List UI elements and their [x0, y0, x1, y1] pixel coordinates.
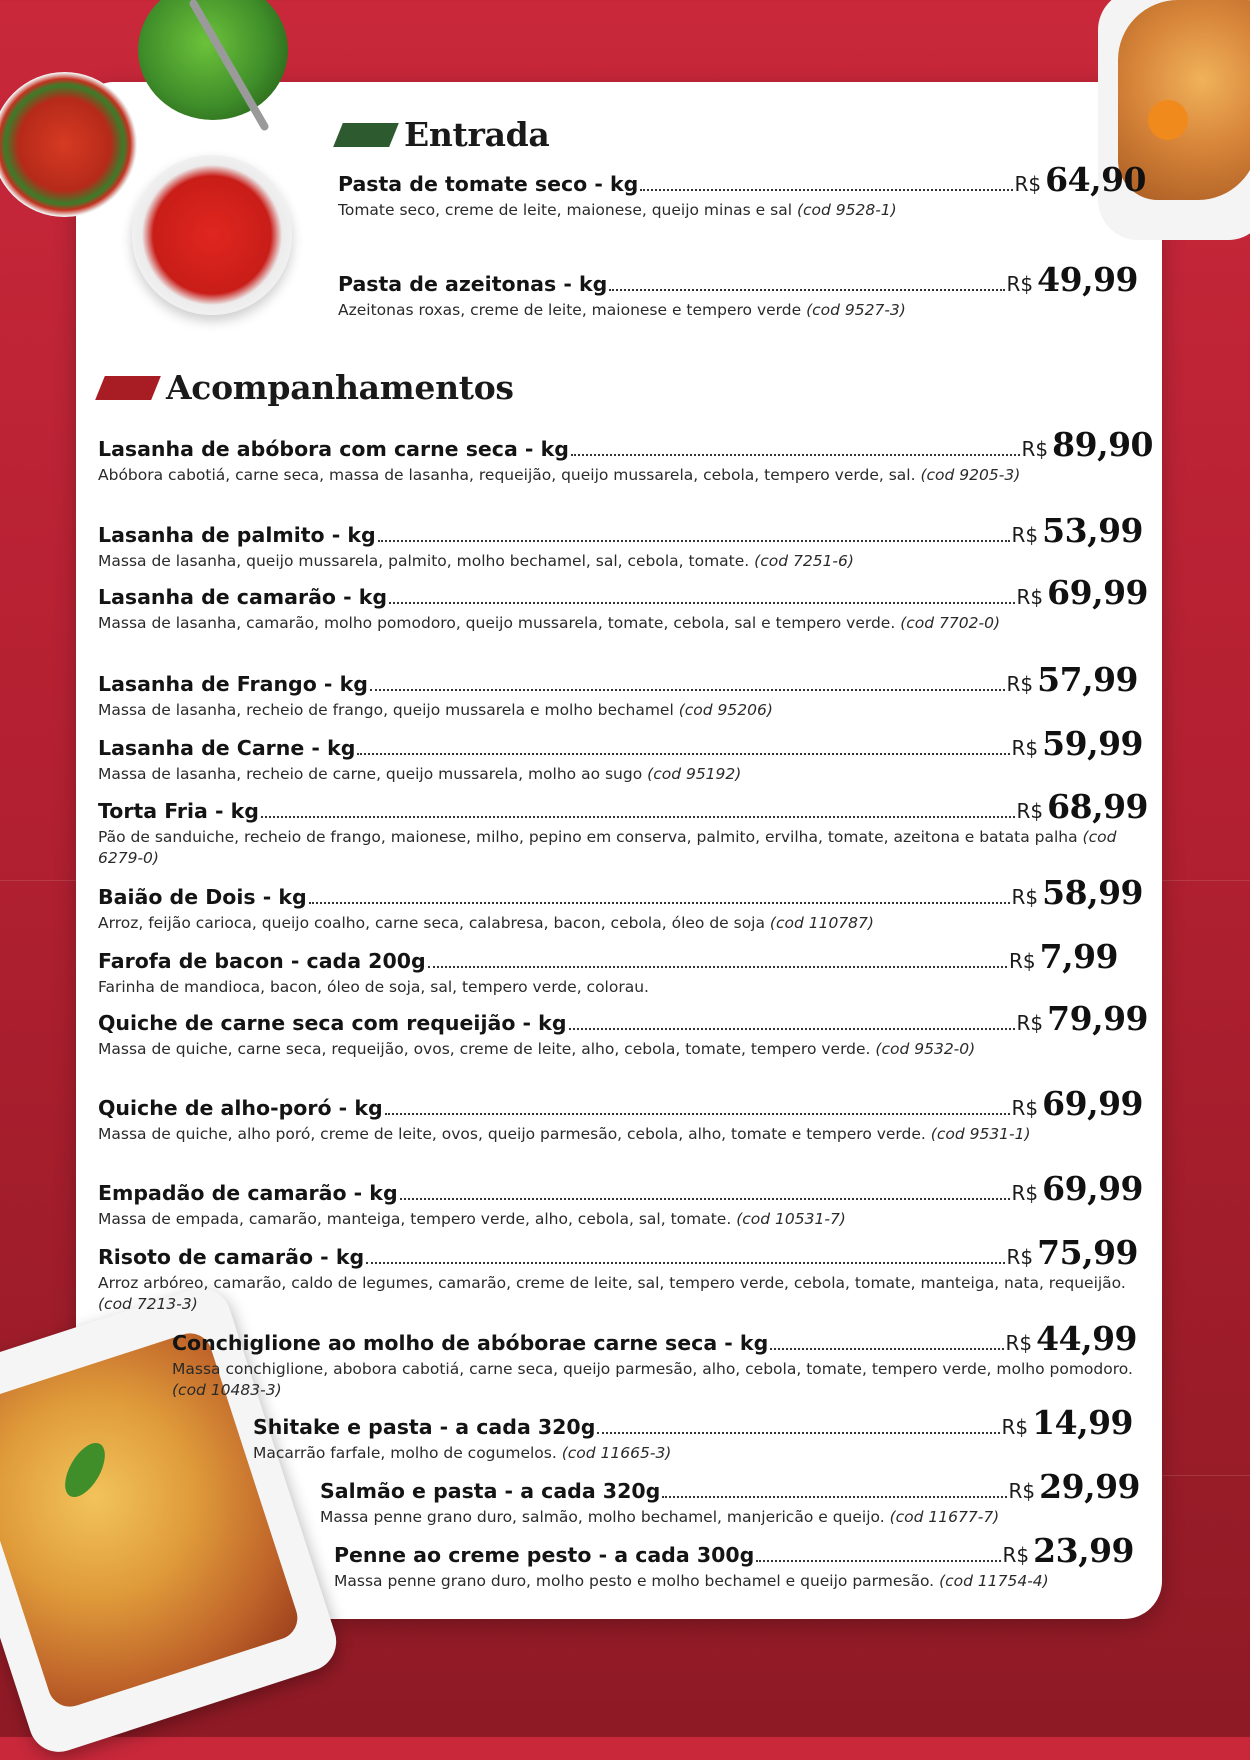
- menu-item-code: (cod 7702-0): [900, 614, 1000, 632]
- leader-dots: [366, 1262, 1004, 1264]
- menu-item-row: [172, 1319, 1137, 1358]
- menu-item-description: [98, 827, 1148, 869]
- leader-dots: [597, 1432, 999, 1434]
- menu-item: [338, 260, 1138, 321]
- menu-item-currency: R$: [1005, 1331, 1033, 1355]
- menu-item-code: (cod 9532-0): [875, 1040, 976, 1058]
- menu-item-code: (cod 6279-0): [98, 828, 1117, 867]
- menu-item: [338, 160, 1146, 221]
- menu-item-ingredients: Massa de lasanha, recheio de carne, queijo mussarela, molho ao sugo: [98, 765, 643, 783]
- menu-item-price: 23,99: [1033, 1531, 1134, 1570]
- menu-item-description: [98, 1039, 1148, 1060]
- menu-item-currency: R$: [1006, 272, 1034, 296]
- menu-item: [98, 787, 1148, 869]
- menu-item: [98, 873, 1143, 934]
- leader-dots: [385, 1113, 1010, 1115]
- menu-item-name: Empadão de camarão - kg: [98, 1181, 398, 1205]
- menu-item-ingredients: Massa de quiche, alho poró, creme de leite, ovos, queijo parmesão, cebola, alho, tomate e tempero verde.: [98, 1125, 926, 1143]
- section-flag-icon: [333, 123, 399, 147]
- menu-item: [334, 1531, 1134, 1592]
- menu-item-price: 57,99: [1037, 660, 1138, 699]
- menu-item-ingredients: Tomate seco, creme de leite, maionese, queijo minas e sal: [338, 201, 793, 219]
- menu-item-row: [98, 724, 1143, 763]
- leader-dots: [261, 816, 1015, 818]
- menu-item: [98, 425, 1153, 486]
- menu-item-ingredients: Arroz arbóreo, camarão, caldo de legumes, camarão, creme de leite, sal, tempero verde, cebola, tomate, manteiga, nata, requeijão.: [98, 1274, 1126, 1292]
- menu-item-price: 53,99: [1042, 511, 1143, 550]
- menu-item-price: 69,99: [1042, 1084, 1143, 1123]
- section-title-text: Acompanhamentos: [166, 368, 514, 407]
- menu-item: [98, 999, 1148, 1060]
- menu-item-name: Quiche de carne seca com requeijão - kg: [98, 1011, 567, 1035]
- menu-item-price: 58,99: [1042, 873, 1143, 912]
- leader-dots: [400, 1198, 1010, 1200]
- menu-item-code: (cod 95206): [678, 701, 773, 719]
- menu-item-ingredients: Abóbora cabotiá, carne seca, massa de lasanha, requeijão, queijo mussarela, cebola, tempero verde, sal.: [98, 466, 916, 484]
- menu-item-row: [98, 1233, 1138, 1272]
- menu-item-code: (cod 9531-1): [930, 1125, 1031, 1143]
- menu-item-description: [98, 551, 1143, 572]
- menu-item-name: Shitake e pasta - a cada 320g: [253, 1415, 596, 1439]
- menu-item: [98, 573, 1148, 634]
- menu-item-row: [253, 1403, 1133, 1442]
- menu-item: [172, 1319, 1137, 1401]
- menu-item-row: [334, 1531, 1134, 1570]
- menu-item-price: 44,99: [1036, 1319, 1137, 1358]
- menu-item-price: 79,99: [1047, 999, 1148, 1038]
- menu-item-code: (cod 9527-3): [806, 301, 906, 319]
- menu-item-description: [98, 913, 1143, 934]
- menu-item-description: [338, 200, 1146, 221]
- menu-item-ingredients: Macarrão farfale, molho de cogumelos.: [253, 1444, 557, 1462]
- menu-item-currency: R$: [1014, 172, 1042, 196]
- menu-item-price: 69,99: [1047, 573, 1148, 612]
- menu-item-name: Quiche de alho-poró - kg: [98, 1096, 383, 1120]
- menu-item-code: (cod 7213-3): [98, 1295, 198, 1313]
- menu-item-price: 89,90: [1052, 425, 1153, 464]
- menu-item-name: Conchiglione ao molho de abóborae carne seca - kg: [172, 1331, 769, 1355]
- menu-item-description: [98, 1273, 1138, 1315]
- menu-item-code: (cod 11665-3): [561, 1444, 672, 1462]
- menu-item-ingredients: Massa penne grano duro, salmão, molho bechamel, manjericão e queijo.: [320, 1508, 885, 1526]
- menu-item-row: [98, 787, 1148, 826]
- menu-item-price: 49,99: [1037, 260, 1138, 299]
- menu-item-currency: R$: [1016, 1011, 1044, 1035]
- menu-item-code: (cod 11677-7): [889, 1508, 1000, 1526]
- leader-dots: [609, 289, 1004, 291]
- menu-item-description: [338, 300, 1138, 321]
- menu-item-ingredients: Pão de sanduiche, recheio de frango, maionese, milho, pepino em conserva, palmito, ervilha, tomate, azeitona e batata palha: [98, 828, 1078, 846]
- menu-item-description: [98, 465, 1153, 486]
- menu-item: [98, 660, 1138, 721]
- menu-item-name: Lasanha de abóbora com carne seca - kg: [98, 437, 569, 461]
- menu-item-price: 29,99: [1039, 1467, 1140, 1506]
- section-title-acompanhamentos: [100, 368, 514, 407]
- menu-item-currency: R$: [1006, 1245, 1034, 1269]
- leader-dots: [770, 1348, 1003, 1350]
- leader-dots: [571, 454, 1020, 456]
- menu-item-description: [98, 764, 1143, 785]
- menu-item-ingredients: Massa penne grano duro, molho pesto e molho bechamel e queijo parmesão.: [334, 1572, 935, 1590]
- menu-item-currency: R$: [1008, 1479, 1036, 1503]
- menu-item-currency: R$: [1001, 1415, 1029, 1439]
- leader-dots: [378, 540, 1010, 542]
- menu-item-row: [98, 573, 1148, 612]
- leader-dots: [357, 753, 1009, 755]
- menu-item-price: 59,99: [1042, 724, 1143, 763]
- menu-item: [98, 1084, 1143, 1145]
- menu-item-name: Risoto de camarão - kg: [98, 1245, 365, 1269]
- menu-item-price: 75,99: [1037, 1233, 1138, 1272]
- menu-item-currency: R$: [1011, 1096, 1039, 1120]
- menu-item-currency: R$: [1011, 885, 1039, 909]
- menu-item-name: Lasanha de Frango - kg: [98, 672, 368, 696]
- menu-item-name: Pasta de tomate seco - kg: [338, 172, 639, 196]
- menu-item-code: (cod 11754-4): [939, 1572, 1049, 1590]
- menu-item: [98, 937, 1118, 998]
- leader-dots: [756, 1560, 1000, 1562]
- menu-item-name: Penne ao creme pesto - a cada 300g: [334, 1543, 755, 1567]
- menu-item-description: [253, 1443, 1133, 1464]
- menu-item-currency: R$: [1016, 585, 1044, 609]
- menu-item-name: Baião de Dois - kg: [98, 885, 307, 909]
- leader-dots: [389, 602, 1014, 604]
- menu-item-row: [98, 660, 1138, 699]
- section-title-entrada: [338, 115, 550, 154]
- menu-item-currency: R$: [1009, 949, 1036, 973]
- menu-item-name: Farofa de bacon - cada 200g: [98, 949, 426, 973]
- menu-item-currency: R$: [1002, 1543, 1030, 1567]
- menu-item-row: [98, 1169, 1143, 1208]
- menu-item-currency: R$: [1021, 437, 1049, 461]
- menu-item-code: (cod 7251-6): [754, 552, 854, 570]
- menu-item-ingredients: Arroz, feijão carioca, queijo coalho, carne seca, calabresa, bacon, cebola, óleo de soja: [98, 914, 765, 932]
- menu-item-row: [320, 1467, 1140, 1506]
- menu-item-code: (cod 9205-3): [920, 466, 1021, 484]
- menu-item-price: 14,99: [1032, 1403, 1133, 1442]
- menu-item: [98, 724, 1143, 785]
- menu-item-description: [98, 1124, 1143, 1145]
- menu-item-name: Salmão e pasta - a cada 320g: [320, 1479, 661, 1503]
- menu-item-row: [338, 260, 1138, 299]
- menu-item-code: (cod 10483-3): [172, 1381, 282, 1399]
- menu-item-description: [334, 1571, 1134, 1592]
- menu-item: [98, 511, 1143, 572]
- menu-item-row: [98, 511, 1143, 550]
- section-flag-icon: [95, 376, 161, 400]
- leader-dots: [370, 689, 1005, 691]
- leader-dots: [309, 902, 1010, 904]
- menu-item-currency: R$: [1011, 736, 1039, 760]
- menu-item-name: Torta Fria - kg: [98, 799, 259, 823]
- menu-item-ingredients: Massa de empada, camarão, manteiga, tempero verde, alho, cebola, sal, tomate.: [98, 1210, 732, 1228]
- menu-item-description: [320, 1507, 1140, 1528]
- menu-item-ingredients: Massa de quiche, carne seca, requeijão, ovos, creme de leite, alho, cebola, tomate, tempero verde.: [98, 1040, 871, 1058]
- leader-dots: [662, 1496, 1006, 1498]
- section-title-text: Entrada: [404, 115, 550, 154]
- menu-item-code: (cod 9528-1): [796, 201, 897, 219]
- menu-item: [253, 1403, 1133, 1464]
- menu-item-row: [98, 1084, 1143, 1123]
- menu-item-ingredients: Massa conchiglione, abobora cabotiá, carne seca, queijo parmesão, alho, cebola, tomate, tempero verde, molho pomodoro.: [172, 1360, 1133, 1378]
- menu-item-description: [98, 1209, 1143, 1230]
- menu-item-code: (cod 10531-7): [736, 1210, 846, 1228]
- leader-dots: [640, 189, 1012, 191]
- menu-item-code: (cod 95192): [647, 765, 742, 783]
- tomato-sauce-bowl-image: [132, 155, 302, 315]
- leader-dots: [428, 966, 1007, 968]
- menu-item-name: Lasanha de camarão - kg: [98, 585, 388, 609]
- menu-item-price: 69,99: [1042, 1169, 1143, 1208]
- menu-item: [98, 1169, 1143, 1230]
- menu-item-price: 64,90: [1045, 160, 1146, 199]
- menu-item-price: 68,99: [1047, 787, 1148, 826]
- pesto-jar-image: [130, 0, 300, 130]
- menu-item: [320, 1467, 1140, 1528]
- menu-item-row: [98, 937, 1118, 976]
- menu-item-currency: R$: [1011, 1181, 1039, 1205]
- leader-dots: [569, 1028, 1015, 1030]
- menu-item: [98, 1233, 1138, 1315]
- menu-item-code: (cod 110787): [769, 914, 874, 932]
- menu-item-description: [172, 1359, 1137, 1401]
- menu-item-name: Pasta de azeitonas - kg: [338, 272, 608, 296]
- menu-item-ingredients: Massa de lasanha, camarão, molho pomodoro, queijo mussarela, tomate, cebola, sal e tempero verde.: [98, 614, 896, 632]
- menu-item-price: 7,99: [1039, 937, 1118, 976]
- menu-item-ingredients: Farinha de mandioca, bacon, óleo de soja, sal, tempero verde, colorau.: [98, 978, 649, 996]
- menu-item-description: [98, 977, 1118, 998]
- menu-item-currency: R$: [1011, 523, 1039, 547]
- menu-item-ingredients: Azeitonas roxas, creme de leite, maionese e tempero verde: [338, 301, 802, 319]
- menu-item-description: [98, 613, 1148, 634]
- menu-item-currency: R$: [1006, 672, 1034, 696]
- menu-item-row: [98, 873, 1143, 912]
- menu-item-currency: R$: [1016, 799, 1044, 823]
- menu-item-row: [98, 425, 1153, 464]
- menu-item-row: [338, 160, 1146, 199]
- menu-item-name: Lasanha de palmito - kg: [98, 523, 376, 547]
- tomato-salad-bowl-image: [0, 72, 142, 222]
- menu-item-description: [98, 700, 1138, 721]
- menu-item-row: [98, 999, 1148, 1038]
- menu-item-name: Lasanha de Carne - kg: [98, 736, 356, 760]
- menu-item-ingredients: Massa de lasanha, recheio de frango, queijo mussarela e molho bechamel: [98, 701, 674, 719]
- menu-item-ingredients: Massa de lasanha, queijo mussarela, palmito, molho bechamel, sal, cebola, tomate.: [98, 552, 750, 570]
